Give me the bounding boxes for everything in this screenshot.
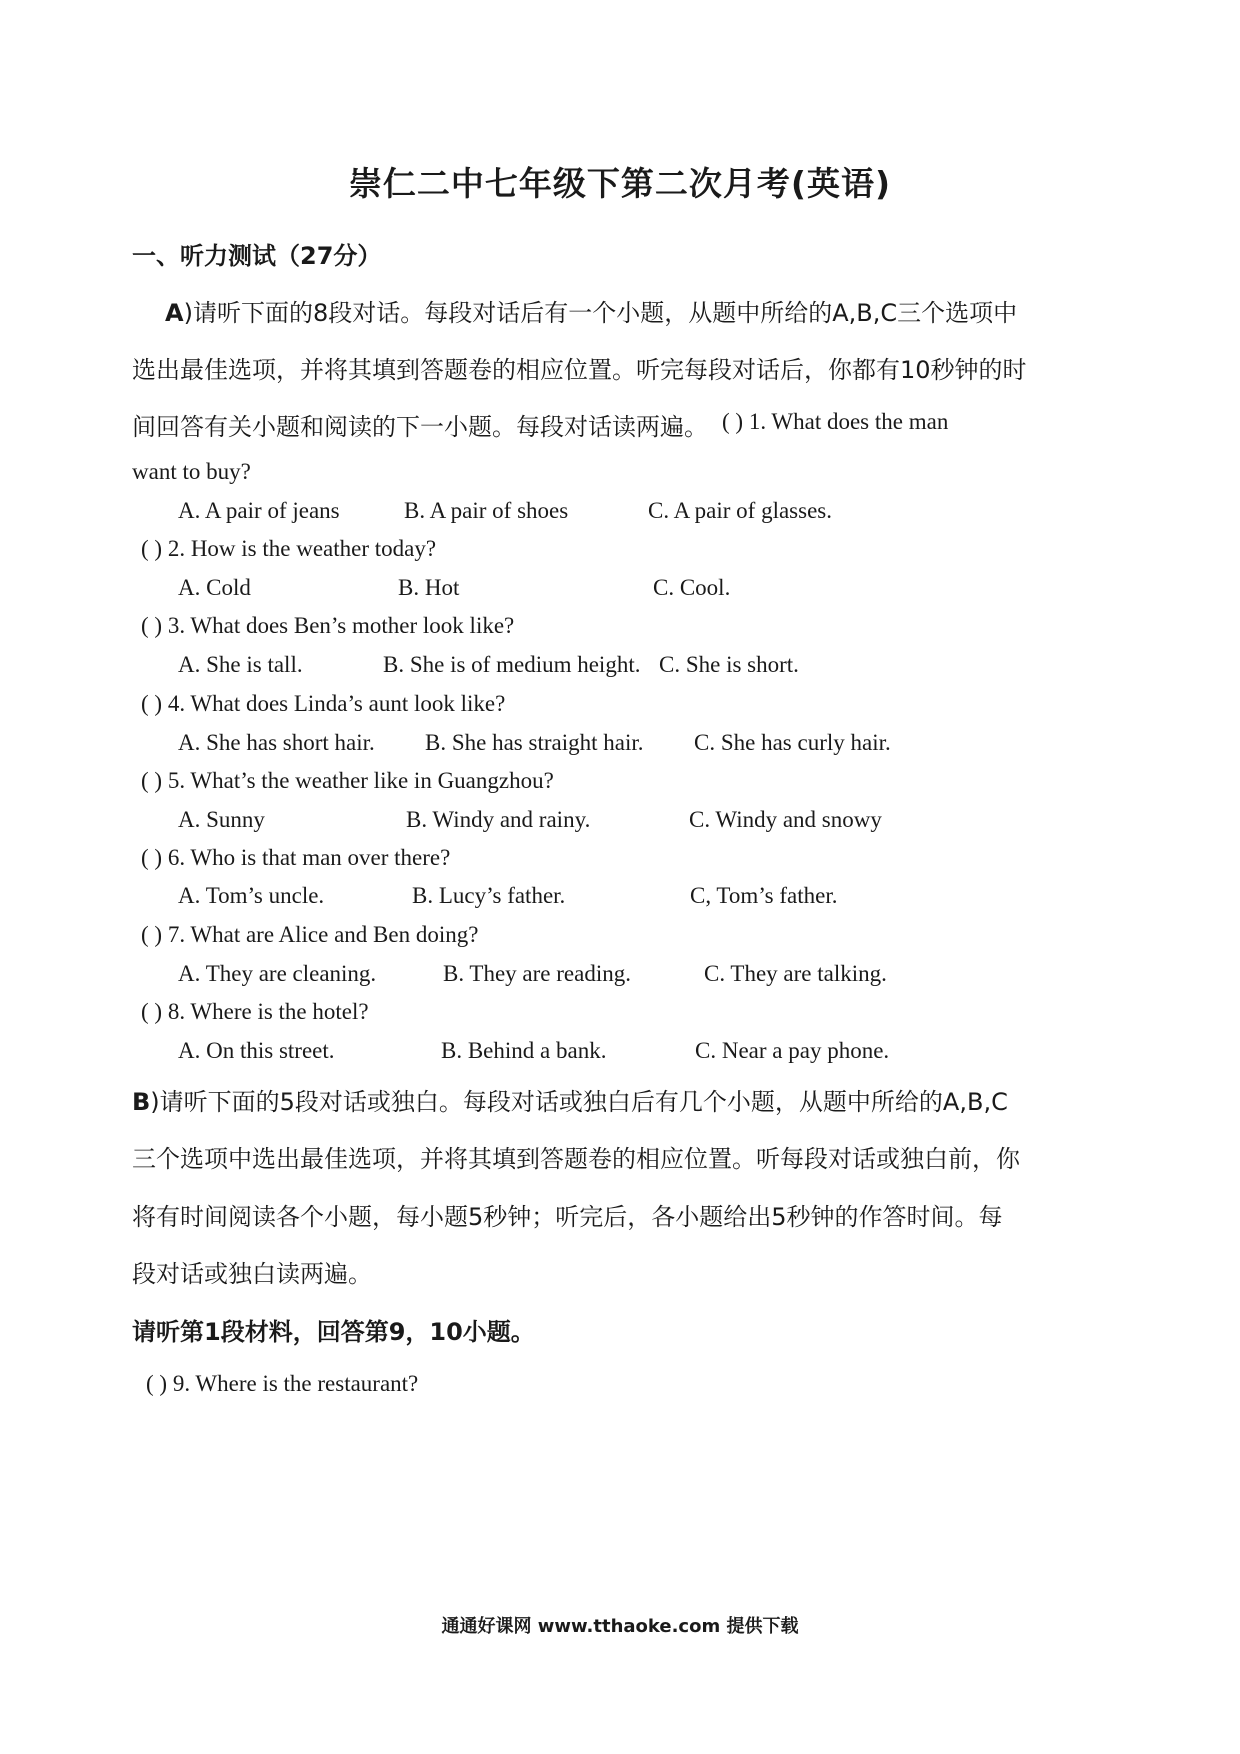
question-7-option-a: A. They are cleaning.: [178, 961, 377, 986]
question-4-stem: ( ) 4. What does Linda’s aunt look like?: [141, 691, 506, 716]
question-3-option-c: C. She is short.: [659, 652, 799, 677]
question-1-option-c: C. A pair of glasses.: [648, 498, 832, 523]
part-b-label: B: [132, 1088, 151, 1116]
footer-watermark: 通通好课网 www.tthaoke.com 提供下载: [441, 1616, 799, 1637]
question-6-option-b: B. Lucy’s father.: [412, 883, 566, 908]
question-6-option-a: A. Tom’s uncle.: [178, 883, 325, 908]
question-3-stem: ( ) 3. What does Ben’s mother look like?: [141, 613, 515, 638]
question-8-option-c: C. Near a pay phone.: [695, 1038, 890, 1063]
question-9-stem: ( ) 9. Where is the restaurant?: [146, 1371, 419, 1396]
question-4-option-a: A. She has short hair.: [178, 730, 375, 755]
question-2-option-b: B. Hot: [398, 575, 460, 600]
material-1-instruction: 请听第1段材料，回答第9，10小题。: [132, 1318, 535, 1346]
part-a-intro-line3: 间回答有关小题和阅读的下一小题。每段对话读两遍。: [132, 413, 708, 441]
question-5-option-a: A. Sunny: [178, 807, 265, 832]
part-a-intro-text1: )请听下面的8段对话。每段对话后有一个小题，从题中所给的A,B,C三个选项中: [183, 299, 1018, 327]
question-1-stem-cont: want to buy?: [132, 459, 251, 484]
question-5-stem: ( ) 5. What’s the weather like in Guangzhou?: [141, 768, 554, 793]
section-heading: 一、听力测试（27分）: [132, 242, 382, 270]
question-3-option-b: B. She is of medium height.: [383, 652, 641, 677]
part-b-intro-line2: 三个选项中选出最佳选项，并将其填到答题卷的相应位置。听每段对话或独白前，你: [132, 1145, 1020, 1173]
question-4-option-b: B. She has straight hair.: [425, 730, 644, 755]
question-4-option-c: C. She has curly hair.: [694, 730, 891, 755]
question-2-option-a: A. Cold: [178, 575, 251, 600]
question-2-option-c: C. Cool.: [653, 575, 731, 600]
question-1-option-b: B. A pair of shoes: [404, 498, 569, 523]
question-6-option-c: C, Tom’s father.: [690, 883, 838, 908]
part-a-intro-line1: [165, 293, 1017, 328]
part-a-intro-line2: 选出最佳选项，并将其填到答题卷的相应位置。听完每段对话后，你都有10秒钟的时: [132, 356, 1027, 384]
question-8-option-b: B. Behind a bank.: [441, 1038, 607, 1063]
question-2-stem: ( ) 2. How is the weather today?: [141, 536, 437, 561]
question-5-option-b: B. Windy and rainy.: [406, 807, 591, 832]
part-a-label: A: [165, 299, 184, 327]
part-b-intro-line1: [132, 1082, 1008, 1117]
question-1-stem: ( ) 1. What does the man: [722, 409, 949, 434]
part-b-intro-text1: )请听下面的5段对话或独白。每段对话或独白后有几个小题，从题中所给的A,B,C: [150, 1088, 1008, 1116]
question-8-stem: ( ) 8. Where is the hotel?: [141, 999, 369, 1024]
question-8-option-a: A. On this street.: [178, 1038, 335, 1063]
part-b-intro-line3: 将有时间阅读各个小题，每小题5秒钟；听完后，各小题给出5秒钟的作答时间。每: [132, 1203, 1003, 1231]
part-b-intro-line4: 段对话或独白读两遍。: [132, 1260, 372, 1288]
question-7-option-c: C. They are talking.: [704, 961, 887, 986]
question-7-option-b: B. They are reading.: [443, 961, 631, 986]
page-title: 崇仁二中七年级下第二次月考(英语): [348, 164, 892, 203]
question-3-option-a: A. She is tall.: [178, 652, 303, 677]
question-5-option-c: C. Windy and snowy: [689, 807, 882, 832]
question-7-stem: ( ) 7. What are Alice and Ben doing?: [141, 922, 479, 947]
question-1-option-a: A. A pair of jeans: [178, 498, 340, 523]
question-6-stem: ( ) 6. Who is that man over there?: [141, 845, 451, 870]
